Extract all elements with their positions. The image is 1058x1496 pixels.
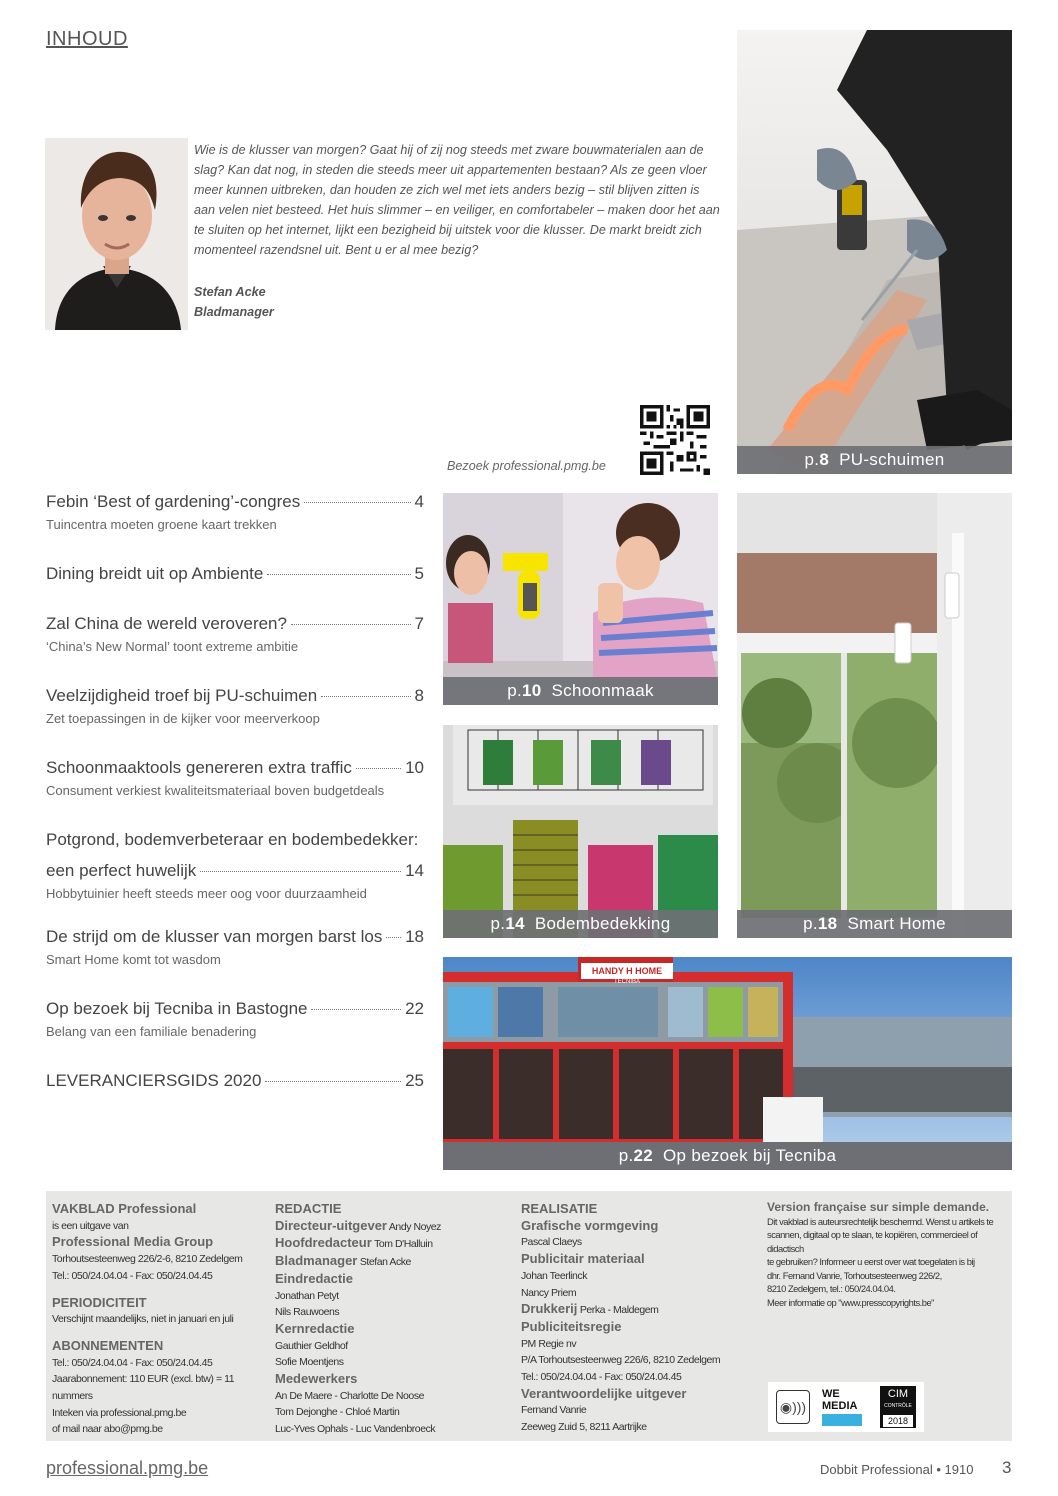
toc-title: LEVERANCIERSGIDS 2020 (46, 1071, 262, 1090)
toc-page: 8 (414, 686, 424, 705)
colophon-col-redactie (275, 1201, 505, 1438)
copyright-line: Dit vakblad is auteursrechtelijk beschermd. Wenst u artikels te (767, 1215, 994, 1227)
intro-text: Wie is de klusser van morgen? Gaat hij of zij nog steeds met zware bouwmaterialen aan de slag? Kan dat nog, in steden die steeds meer uit appartementen bestaan? Als ze geen vloer meer kunnen uitbreken, dan houden ze zich wel met iets anders bezig – stil blijven zitten is aan velen niet besteed. Het huis slimmer – en veiliger, en comfortabeler – maken door het aan te sluiten op het internet, lijkt een bezigheid bij uitstek voor die klusser. De markt breidt zich momenteel razendsnel uit. Bent u er al mee bezig? (194, 143, 720, 257)
abonnementen-title: ABONNEMENTEN (52, 1337, 164, 1353)
periodiciteit-title: PERIODICITEIT (52, 1294, 147, 1310)
toc-item-5[interactable] (46, 758, 424, 798)
publicitair-label: Publicitair materiaal (521, 1251, 645, 1267)
colophon-title: VAKBLAD Professional (52, 1201, 197, 1216)
toc-item-7[interactable] (46, 927, 424, 967)
photo-smart-home[interactable] (737, 493, 1012, 938)
credit-name: Luc-Yves Ophals - Luc Vandenbroeck (275, 1423, 436, 1436)
grafische-label: Grafische vormgeving (521, 1217, 659, 1233)
caption-bodembedekking: p.14 Bodembedekking (443, 910, 718, 938)
colophon-col-copyright (767, 1201, 1007, 1309)
toc-item-4[interactable] (46, 686, 424, 726)
store-sign-sub: TECNIBA (613, 979, 640, 985)
french-version-title: Version française sur simple demande. (767, 1200, 990, 1214)
toc-subtitle: ‘China’s New Normal’ toont extreme ambitie (46, 639, 299, 654)
copyright-line: 8210 Zedelgem, tel.: 050/24.04.04. (767, 1283, 896, 1294)
toc-subtitle: Hobbytuinier heeft steeds meer oog voor duurzaamheid (46, 886, 367, 901)
eindredactie-label: Eindredactie (275, 1270, 354, 1286)
regie-line: Tel.: 050/24.04.04 - Fax: 050/24.04.45 (521, 1371, 682, 1384)
page-heading: INHOUD (46, 28, 128, 50)
qr-code[interactable] (640, 405, 710, 475)
author-signature (194, 282, 274, 322)
verantwoordelijke-label: Verantwoordelijke uitgever (521, 1385, 687, 1401)
toc-item-9[interactable] (46, 1071, 424, 1091)
credit-bladmanager: Bladmanager Stefan Acke (275, 1253, 411, 1269)
kernredactie-label: Kernredactie (275, 1320, 355, 1336)
footer-publication: Dobbit Professional • 1910 (820, 1462, 974, 1477)
regie-line: P/A Torhoutsesteenweg 226/6, 8210 Zedelgem (521, 1354, 721, 1367)
credit-name: Pascal Claeys (521, 1236, 582, 1249)
copyright-line: te gebruiken? Informeer u eerst over wat toegelaten is bij (767, 1256, 975, 1267)
store-sign: HANDY H HOME (581, 963, 673, 979)
credit-name: Sofie Moentjens (275, 1356, 344, 1369)
toc-item-1[interactable] (46, 492, 424, 532)
caption-schoonmaak: p.10 Schoonmaak (443, 677, 718, 705)
toc-item-2[interactable] (46, 564, 424, 584)
abo-line: Tel.: 050/24.04.04 - Fax: 050/24.04.45 (52, 1356, 213, 1369)
caption-pu-schuimen: p.8 PU-schuimen (737, 446, 1012, 474)
toc-title: De strijd om de klusser van morgen barst los (46, 927, 383, 946)
credit-name: Gauthier Geldhof (275, 1339, 348, 1352)
publisher-name: Professional Media Group (52, 1234, 214, 1250)
photo-bodembedekking[interactable] (443, 725, 718, 938)
colophon (46, 1191, 1012, 1441)
author-role: Bladmanager (194, 305, 274, 319)
photo-tecniba[interactable] (443, 957, 1012, 1170)
copyright-line: scannen, digitaal op te slaan, te kopiëren, commercieel of didactisch (767, 1229, 978, 1254)
realisatie-title: REALISATIE (521, 1201, 598, 1216)
colophon-col-publisher (52, 1201, 272, 1438)
credit-name: Nancy Priem (521, 1286, 577, 1299)
colophon-line: is een uitgave van (52, 1219, 129, 1232)
page-number: 3 (1002, 1458, 1012, 1477)
verantwoordelijke-line: Fernand Vanrie (521, 1404, 587, 1417)
regie-line: PM Regie nv (521, 1337, 577, 1350)
toc-page: 18 (405, 927, 424, 946)
toc-title: Febin ‘Best of gardening’-congres (46, 492, 301, 511)
photo-schoonmaak[interactable] (443, 493, 718, 705)
regie-label: Publiciteitsregie (521, 1318, 622, 1334)
credit-drukkerij: Drukkerij Perka - Maldegem (521, 1301, 659, 1317)
credit-hoofdredacteur: Hoofdredacteur Tom D'Halluin (275, 1235, 433, 1251)
visit-website-text: Bezoek professional.pmg.be (447, 459, 606, 473)
toc-title-line1: Potgrond, bodemverbeteraar en bodembedekker: (46, 830, 419, 849)
toc-page: 7 (414, 614, 424, 633)
audio-logo-icon: ◉))) (776, 1390, 810, 1424)
toc-title: Dining breidt uit op Ambiente (46, 564, 264, 583)
credit-directeur: Directeur-uitgever Andy Noyez (275, 1217, 441, 1233)
toc-subtitle: Consument verkiest kwaliteitsmateriaal boven budgetdeals (46, 783, 385, 798)
toc-title: een perfect huwelijk (46, 861, 197, 880)
publisher-address: Torhoutsesteenweg 226/2-6, 8210 Zedelgem (52, 1253, 243, 1266)
toc-subtitle: Smart Home komt tot wasdom (46, 952, 221, 967)
periodiciteit-text: Verschijnt maandelijks, niet in januari en juli (52, 1313, 234, 1326)
author-portrait (45, 138, 188, 330)
wemedia-logo: WE MEDIA (822, 1388, 870, 1426)
toc-item-8[interactable] (46, 999, 424, 1039)
toc-page: 14 (405, 861, 424, 880)
copyright-line: Meer informatie op "www.presscopyrights.be" (767, 1296, 935, 1308)
toc-subtitle: Belang van een familiale benadering (46, 1024, 257, 1039)
author-name: Stefan Acke (194, 285, 266, 299)
verantwoordelijke-line: Zeeweg Zuid 5, 8211 Aartrijke (521, 1421, 647, 1434)
toc-subtitle: Tuincentra moeten groene kaart trekken (46, 517, 277, 532)
abo-line: of mail naar abo@pmg.be (52, 1423, 163, 1436)
credit-name: Jonathan Petyt (275, 1289, 339, 1302)
credit-name: Tom Dejonghe - Chloé Martin (275, 1406, 400, 1419)
footer-website-link[interactable]: professional.pmg.be (46, 1458, 209, 1478)
toc-title: Zal China de wereld veroveren? (46, 614, 287, 633)
toc-page: 22 (405, 999, 424, 1018)
abo-line: Jaarabonnement: 110 EUR (excl. btw) = 11 nummers (52, 1373, 235, 1403)
toc-page: 10 (405, 758, 424, 777)
cim-logo: CIM CONTRÔLE 2018 (880, 1386, 916, 1428)
toc-title: Op bezoek bij Tecniba in Bastogne (46, 999, 308, 1018)
copyright-line: dhr. Fernand Vanrie, Torhoutsesteenweg 226/2, (767, 1269, 942, 1281)
abo-line: Inteken via professional.pmg.be (52, 1406, 187, 1419)
medewerkers-label: Medewerkers (275, 1371, 358, 1387)
toc-title: Veelzijdigheid troef bij PU-schuimen (46, 686, 318, 705)
toc-item-6[interactable] (46, 830, 424, 901)
toc-page: 5 (414, 564, 424, 583)
caption-tecniba: p.22 Op bezoek bij Tecniba (443, 1142, 1012, 1170)
credit-name: An De Maere - Charlotte De Noose (275, 1389, 425, 1402)
photo-pu-schuimen[interactable] (737, 30, 1012, 474)
toc-subtitle: Zet toepassingen in de kijker voor meerverkoop (46, 711, 320, 726)
publisher-phone: Tel.: 050/24.04.04 - Fax: 050/24.04.45 (52, 1269, 213, 1282)
credit-name: Nils Rauwoens (275, 1306, 340, 1319)
toc-title: Schoonmaaktools genereren extra traffic (46, 758, 352, 777)
toc-page: 4 (414, 492, 424, 511)
caption-smart-home: p.18 Smart Home (737, 910, 1012, 938)
colophon-col-realisatie (521, 1201, 761, 1436)
membership-logos (768, 1382, 924, 1432)
toc-page: 25 (405, 1071, 424, 1090)
redactie-title: REDACTIE (275, 1201, 342, 1216)
credit-name: Johan Teerlinck (521, 1269, 588, 1282)
toc-item-3[interactable] (46, 614, 424, 654)
